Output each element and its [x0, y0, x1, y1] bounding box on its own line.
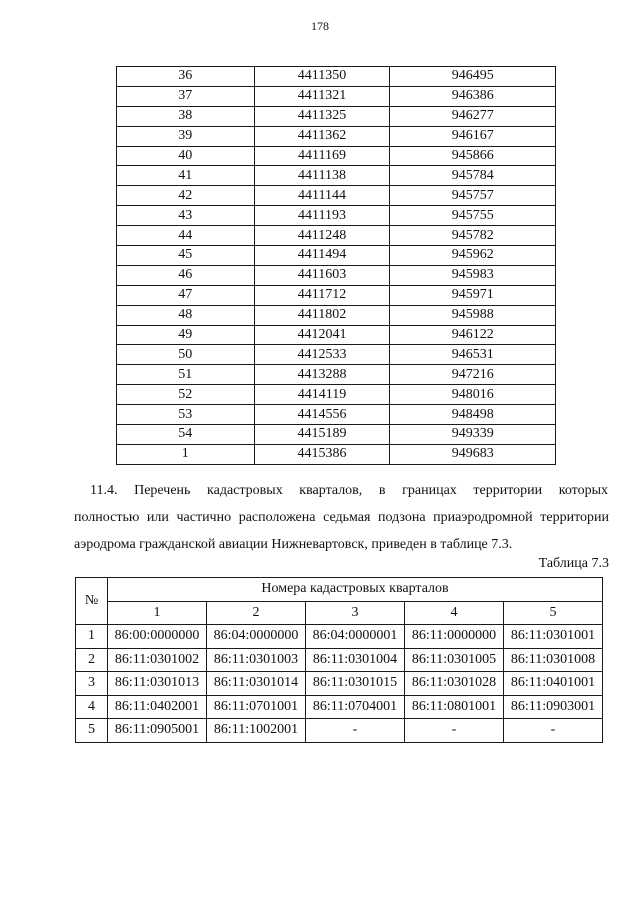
table-caption: Таблица 7.3	[538, 556, 609, 571]
y-coordinate-cell: 947216	[390, 365, 556, 385]
cadastral-number-cell: 86:11:1002001	[207, 719, 306, 743]
table-row	[117, 106, 556, 126]
point-number-cell: 45	[117, 246, 255, 266]
table-row	[117, 166, 556, 186]
table-row	[117, 305, 556, 325]
y-coordinate-cell: 946122	[390, 325, 556, 345]
table-row	[76, 648, 603, 672]
cadastral-table	[75, 577, 603, 743]
x-coordinate-cell: 4413288	[254, 365, 390, 385]
row-number-cell: 2	[76, 648, 108, 672]
paragraph-line-1: 11.4. Перечень кадастровых кварталов, в границах территории которых	[90, 483, 608, 498]
y-coordinate-cell: 945782	[390, 226, 556, 246]
point-number-cell: 1	[117, 444, 255, 464]
x-coordinate-cell: 4412533	[254, 345, 390, 365]
table-row	[117, 206, 556, 226]
y-coordinate-cell: 945988	[390, 305, 556, 325]
y-coordinate-cell: 945971	[390, 285, 556, 305]
table-row	[76, 672, 603, 696]
y-coordinate-cell: 948016	[390, 385, 556, 405]
cadastral-number-cell: 86:11:0801001	[405, 695, 504, 719]
y-coordinate-cell: 945784	[390, 166, 556, 186]
point-number-cell: 49	[117, 325, 255, 345]
paragraph-line-3: аэродрома гражданской авиации Нижневартовск, приведен в таблице 7.3.	[74, 537, 513, 552]
table-row	[117, 86, 556, 106]
x-coordinate-cell: 4411350	[254, 67, 390, 87]
x-coordinate-cell: 4411325	[254, 106, 390, 126]
table-row	[117, 425, 556, 445]
y-coordinate-cell: 946531	[390, 345, 556, 365]
cadastral-number-cell: -	[306, 719, 405, 743]
cadastral-number-cell: 86:11:0301004	[306, 648, 405, 672]
cadastral-number-cell: 86:11:0402001	[108, 695, 207, 719]
column-header: 3	[306, 601, 405, 625]
x-coordinate-cell: 4411494	[254, 246, 390, 266]
y-coordinate-cell: 948498	[390, 405, 556, 425]
cadastral-number-cell: 86:11:0301001	[504, 625, 603, 649]
cadastral-number-cell: 86:11:0401001	[504, 672, 603, 696]
y-coordinate-cell: 946386	[390, 86, 556, 106]
point-number-cell: 43	[117, 206, 255, 226]
cadastral-number-cell: 86:00:0000000	[108, 625, 207, 649]
x-coordinate-cell: 4411138	[254, 166, 390, 186]
point-number-cell: 54	[117, 425, 255, 445]
point-number-cell: 52	[117, 385, 255, 405]
y-coordinate-cell: 946277	[390, 106, 556, 126]
table-row	[76, 719, 603, 743]
table-row	[76, 625, 603, 649]
cadastral-number-cell: -	[405, 719, 504, 743]
x-coordinate-cell: 4414119	[254, 385, 390, 405]
table-row	[117, 246, 556, 266]
x-coordinate-cell: 4414556	[254, 405, 390, 425]
paragraph-line-2: полностью или частично расположена седьмая подзона приаэродромной территории	[74, 510, 609, 525]
x-coordinate-cell: 4411802	[254, 305, 390, 325]
y-coordinate-cell: 945866	[390, 146, 556, 166]
y-coordinate-cell: 945983	[390, 265, 556, 285]
table-row	[117, 285, 556, 305]
table-row	[117, 385, 556, 405]
point-number-cell: 51	[117, 365, 255, 385]
y-coordinate-cell: 949339	[390, 425, 556, 445]
coordinates-table	[116, 66, 556, 465]
cadastral-number-cell: 86:11:0701001	[207, 695, 306, 719]
cadastral-group-header: Номера кадастровых кварталов	[108, 578, 603, 602]
point-number-cell: 44	[117, 226, 255, 246]
table-row	[117, 325, 556, 345]
x-coordinate-cell: 4411248	[254, 226, 390, 246]
table-row	[117, 126, 556, 146]
row-number-cell: 3	[76, 672, 108, 696]
cadastral-number-cell: 86:11:0903001	[504, 695, 603, 719]
point-number-cell: 40	[117, 146, 255, 166]
number-column-header: №	[76, 578, 108, 625]
table-row	[117, 265, 556, 285]
cadastral-number-cell: 86:11:0301014	[207, 672, 306, 696]
column-header: 2	[207, 601, 306, 625]
cadastral-number-cell: 86:11:0301013	[108, 672, 207, 696]
cadastral-number-cell: 86:11:0301005	[405, 648, 504, 672]
cadastral-number-cell: 86:04:0000000	[207, 625, 306, 649]
table-row	[117, 365, 556, 385]
column-header: 4	[405, 601, 504, 625]
table-row	[117, 405, 556, 425]
cadastral-number-cell: 86:11:0301002	[108, 648, 207, 672]
table-row	[117, 67, 556, 87]
point-number-cell: 47	[117, 285, 255, 305]
point-number-cell: 42	[117, 186, 255, 206]
x-coordinate-cell: 4411169	[254, 146, 390, 166]
table-row	[76, 695, 603, 719]
point-number-cell: 38	[117, 106, 255, 126]
x-coordinate-cell: 4411321	[254, 86, 390, 106]
cadastral-number-cell: 86:11:0704001	[306, 695, 405, 719]
point-number-cell: 41	[117, 166, 255, 186]
cadastral-number-cell: -	[504, 719, 603, 743]
x-coordinate-cell: 4415189	[254, 425, 390, 445]
x-coordinate-cell: 4412041	[254, 325, 390, 345]
point-number-cell: 39	[117, 126, 255, 146]
x-coordinate-cell: 4411193	[254, 206, 390, 226]
x-coordinate-cell: 4411362	[254, 126, 390, 146]
x-coordinate-cell: 4411144	[254, 186, 390, 206]
y-coordinate-cell: 945962	[390, 246, 556, 266]
table-row	[117, 345, 556, 365]
point-number-cell: 36	[117, 67, 255, 87]
point-number-cell: 50	[117, 345, 255, 365]
table-row	[117, 444, 556, 464]
y-coordinate-cell: 945755	[390, 206, 556, 226]
x-coordinate-cell: 4411603	[254, 265, 390, 285]
cadastral-number-cell: 86:11:0301008	[504, 648, 603, 672]
point-number-cell: 53	[117, 405, 255, 425]
column-header: 1	[108, 601, 207, 625]
cadastral-number-cell: 86:04:0000001	[306, 625, 405, 649]
table-row	[117, 146, 556, 166]
column-header: 5	[504, 601, 603, 625]
y-coordinate-cell: 949683	[390, 444, 556, 464]
cadastral-number-cell: 86:11:0301003	[207, 648, 306, 672]
point-number-cell: 48	[117, 305, 255, 325]
point-number-cell: 46	[117, 265, 255, 285]
y-coordinate-cell: 946495	[390, 67, 556, 87]
table-row	[117, 226, 556, 246]
row-number-cell: 4	[76, 695, 108, 719]
y-coordinate-cell: 946167	[390, 126, 556, 146]
page-number: 178	[311, 19, 329, 33]
cadastral-number-cell: 86:11:0301028	[405, 672, 504, 696]
cadastral-number-cell: 86:11:0000000	[405, 625, 504, 649]
table-row	[117, 186, 556, 206]
cadastral-number-cell: 86:11:0301015	[306, 672, 405, 696]
cadastral-number-cell: 86:11:0905001	[108, 719, 207, 743]
point-number-cell: 37	[117, 86, 255, 106]
row-number-cell: 5	[76, 719, 108, 743]
x-coordinate-cell: 4411712	[254, 285, 390, 305]
x-coordinate-cell: 4415386	[254, 444, 390, 464]
row-number-cell: 1	[76, 625, 108, 649]
y-coordinate-cell: 945757	[390, 186, 556, 206]
